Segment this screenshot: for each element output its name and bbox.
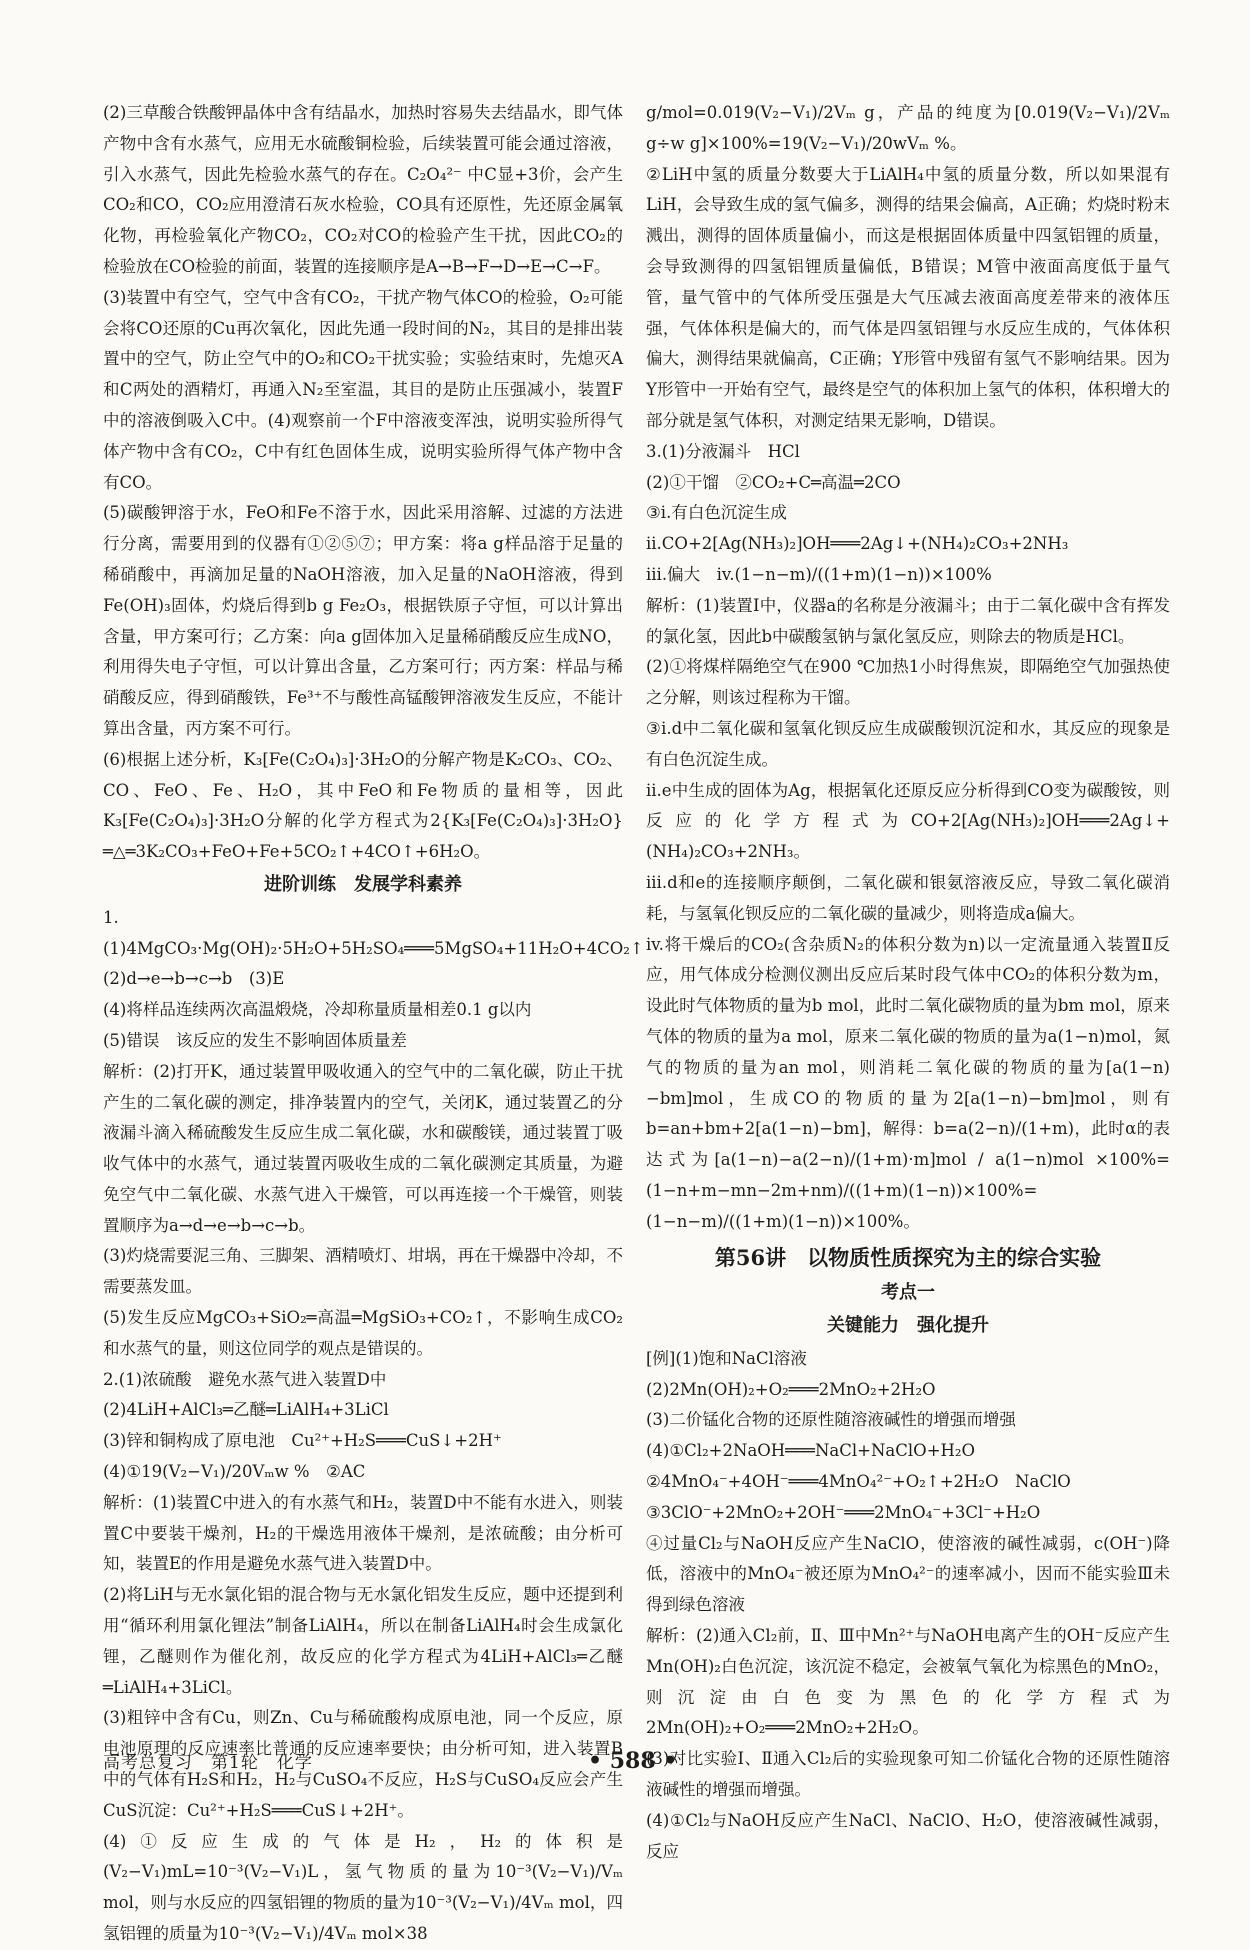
lecture-title: 第56讲 以物质性质探究为主的综合实验 (714, 1245, 1102, 1271)
explanation: (4)①反应生成的气体是H₂，H₂的体积是(V₂−V₁)mL=10⁻³(V₂−V₁)L，氢气物质的量为10⁻³(V₂−V₁)/Vₘ mol，则与水反应的四氢铝锂的物质的量为10⁻³(V₂−V₁)/4Vₘ mol，四氢铝锂的质量为10⁻³(V₂−V₁)/4Vₘ mol×38 (103, 1831, 623, 1944)
page-number: • 588 • (588, 1748, 678, 1774)
footer-series: 高考总复习 第1轮 化学 (103, 1753, 313, 1773)
answer-line: (2)2Mn(OH)₂+O₂═══2MnO₂+2H₂O (646, 1379, 936, 1399)
explanation: (3)对比实验Ⅰ、Ⅱ通入Cl₂后的实验现象可知二价锰化合物的还原性随溶液碱性的增强而增强。 (646, 1749, 1170, 1800)
explanation: 解析：(2)打开K，通过装置甲吸收通入的空气中的二氧化碳，防止干扰产生的二氧化碳的测定，排净装置内的空气，关闭K，通过装置乙的分液漏斗滴入稀硫酸发生反应生成二氧化碳，水和碳酸镁，通过装置丁吸收气体中的水蒸气，通过装置丙吸收生成的二氧化碳测定其质量，为避免空气中二氧化碳、水蒸气进入干燥管，可以再连接一个干燥管，则装置顺序为a→d→e→b→c→b。 (103, 1061, 623, 1235)
explanation: (3)粗锌中含有Cu，则Zn、Cu与稀硫酸构成原电池，同一个反应，原电池原理的反应速率比普通的反应速率要快；由分析可知，进入装置B中的气体有H₂S和H₂，H₂与CuSO₄不反应，H₂S与CuSO₄反应会产生CuS沉淀：Cu²⁺+H₂S═══CuS↓+2H⁺。 (103, 1708, 623, 1820)
explanation: 解析：(2)通入Cl₂前，Ⅱ、Ⅲ中Mn²⁺与NaOH电离产生的OH⁻反应产生Mn(OH)₂白色沉淀，该沉淀不稳定，会被氧气氧化为棕黑色的MnO₂，则沉淀由白色变为黑色的化学方程式为2Mn(OH)₂+O₂═══2MnO₂+2H₂O。 (646, 1626, 1170, 1738)
answer-line: (3)二价锰化合物的还原性随溶液碱性的增强而增强 (646, 1410, 1016, 1430)
explanation: (5)发生反应MgCO₃+SiO₂═高温═MgSiO₃+CO₂↑，不影响生成CO₂和水蒸气的量，则这位同学的观点是错误的。 (103, 1308, 623, 1358)
answer-line: ②4MnO₄⁻+4OH⁻═══4MnO₄²⁻+O₂↑+2H₂O NaClO (646, 1472, 1071, 1492)
kaodian-title: 考点一 (881, 1282, 935, 1304)
answer-line: (3)锌和铜构成了原电池 Cu²⁺+H₂S═══CuS↓+2H⁺ (103, 1431, 502, 1451)
answer-line: 3.(1)分液漏斗 HCl (646, 441, 800, 461)
answer-line: ④过量Cl₂与NaOH反应产生NaClO，使溶液的碱性减弱，c(OH⁻)降低，溶液中的MnO₄⁻被还原为MnO₄²⁻的速率减小，因而不能实验Ⅲ未得到绿色溶液 (646, 1533, 1170, 1615)
answer-line: (2)4LiH+AlCl₃═乙醚═LiAlH₄+3LiCl (103, 1400, 389, 1420)
explanation: (3)灼烧需要泥三角、三脚架、酒精喷灯、坩埚，再在干燥器中冷却，不需要蒸发皿。 (103, 1246, 623, 1297)
paragraph: g/mol=0.019(V₂−V₁)/2Vₘ g，产品的纯度为[0.019(V₂−V₁)/2Vₘ g÷w g]×100%=19(V₂−V₁)/20wVₘ %。 (646, 103, 1170, 153)
paragraph: (3)装置中有空气，空气中含有CO₂，干扰产物气体CO的检验，O₂可能会将CO还原的Cu再次氧化，因此先通一段时间的N₂，其目的是排出装置中的空气，防止空气中的O₂和CO₂干扰实验；实验结束时，先熄灭A和C两处的酒精灯，再通入N₂至室温，其目的是防止压强减小，装置F中的溶液倒吸入C中。(4)观察前一个F中溶液变浑浊，说明实验所得气体产物中含有CO₂，C中有红色固体生成，说明实验所得气体产物中含有CO。 (103, 287, 623, 492)
answer-line: iii.偏大 iv.(1−n−m)/((1+m)(1−n))×100% (646, 564, 992, 584)
paragraph: (2)三草酸合铁酸钾晶体中含有结晶水，加热时容易失去结晶水，即气体产物中含有水蒸气，应用无水硫酸铜检验，后续装置可能会通过溶液，引入水蒸气，因此先检验水蒸气的存在。C₂O₄²⁻ 中C显+3价，会产生CO₂和CO，CO₂应用澄清石灰水检验，CO具有还原性，先还原金属氧化物，再检验氧化产物CO₂，CO₂对CO的检验产生干扰，因此CO₂的检验放在CO检验的前面，装置的连接顺序是A→B→F→D→E→C→F。 (103, 103, 623, 276)
explanation: ii.e中生成的固体为Ag，根据氧化还原反应分析得到CO变为碳酸铵，则反应的化学方程式为CO+2[Ag(NH₃)₂]OH═══2Ag↓+(NH₄)₂CO₃+2NH₃。 (646, 780, 1170, 862)
right-column (646, 98, 1170, 1867)
explanation: (2)将LiH与无水氯化铝的混合物与无水氯化铝发生反应，题中还提到利用“循环利用氯化锂法”制备LiAlH₄，所以在制备LiAlH₄时会生成氯化锂，乙醚则作为催化剂，故反应的化学方程式为4LiH+AlCl₃═乙醚═LiAlH₄+3LiCl。 (103, 1585, 623, 1697)
answer-line: (2)d→e→b→c→b (3)E (103, 969, 285, 989)
answer-line: (4)将样品连续两次高温煅烧，冷却称量质量相差0.1 g以内 (103, 1000, 532, 1020)
subsection-title: 关键能力 强化提升 (827, 1315, 989, 1337)
explanation: 解析：(1)装置Ⅰ中，仪器a的名称是分液漏斗；由于二氧化碳中含有挥发的氯化氢，因此b中碳酸氢钠与氯化氢反应，则除去的物质是HCl。 (646, 595, 1170, 646)
explanation: (2)①将煤样隔绝空气在900 ℃加热1小时得焦炭，即隔绝空气加强热使之分解，则该过程称为干馏。 (646, 657, 1170, 708)
paragraph: (6)根据上述分析，K₃[Fe(C₂O₄)₃]·3H₂O的分解产物是K₂CO₃、CO₂、CO、FeO、Fe、H₂O，其中FeO和Fe物质的量相等，因此K₃[Fe(C₂O₄)₃]·3H₂O分解的化学方程式为2{K₃[Fe(C₂O₄)₃]·3H₂O}═△═3K₂CO₃+FeO+Fe+5CO₂↑+4CO↑+6H₂O。 (103, 749, 623, 862)
explanation: 解析：(1)装置C中进入的有水蒸气和H₂，装置D中不能有水进入，则装置C中要装干燥剂，H₂的干燥选用液体干燥剂，是浓硫酸；由分析可知，装置E的作用是避免水蒸气进入装置D中。 (103, 1492, 623, 1574)
answer-line: (4)①Cl₂+2NaOH═══NaCl+NaClO+H₂O (646, 1441, 976, 1461)
answer-line: ③i.有白色沉淀生成 (646, 503, 787, 523)
section-title: 进阶训练 发展学科素养 (264, 873, 462, 895)
explanation: iii.d和e的连接顺序颠倒，二氧化碳和银氨溶液反应，导致二氧化碳消耗，与氢氧化钡反应的二氧化碳的量减少，则将造成a偏大。 (646, 872, 1170, 923)
answer-line: 2.(1)浓硫酸 避免水蒸气进入装置D中 (103, 1369, 387, 1389)
paragraph: (5)碳酸钾溶于水，FeO和Fe不溶于水，因此采用溶解、过滤的方法进行分离，需要用到的仪器有①②⑤⑦；甲方案：将a g样品溶于足量的稀硝酸中，再滴加足量的NaOH溶液，加入足量的NaOH溶液，得到Fe(OH)₃固体，灼烧后得到b g Fe₂O₃，根据铁原子守恒，可以计算出含量，甲方案可行；乙方案：向a g固体加入足量稀硝酸反应生成NO，利用得失电子守恒，可以计算出含量，乙方案可行；丙方案：样品与稀硝酸反应，得到硝酸铁，Fe³⁺不与酸性高锰酸钾溶液发生反应，不能计算出含量，丙方案不可行。 (103, 503, 623, 738)
explanation: iv.将干燥后的CO₂(含杂质N₂的体积分数为n)以一定流量通入装置Ⅱ反应，用气体成分检测仪测出反应后某时段气体中CO₂的体积分数为m，设此时气体物质的量为b mol，此时二氧化碳物质的量为bm mol，原来气体的物质的量为a mol，原来二氧化碳的物质的量为a(1−n)mol，氮气的物质的量为an mol，则消耗二氧化碳的物质的量为[a(1−n)−bm]mol，生成CO的物质的量为2[a(1−n)−bm]mol，则有b=an+bm+2[a(1−n)−bm]，解得：b=a(2−n)/(1+m)，此时α的表达式为[a(1−n)−a(2−n)/(1+m)·m]mol / a(1−n)mol ×100%=(1−n+m−mn−2m+nm)/((1+m)(1−n))×100%=(1−n−m)/((1+m)(1−n))×100%。 (646, 934, 1170, 1231)
answer-line: (5)错误 该反应的发生不影响固体质量差 (103, 1030, 407, 1050)
paragraph: ②LiH中氢的质量分数要大于LiAlH₄中氢的质量分数，所以如果混有LiH，会导致生成的氢气偏多，测得的结果会偏高，A正确；灼烧时粉末溅出，测得的固体质量偏小，而这是根据固体质量中四氢铝锂的质量，会导致测得的四氢铝锂质量偏低，B错误；M管中液面高度低于量气管，量气管中的气体所受压强是大气压减去液面高度差带来的液体压强，气体体积是偏大的，而气体是四氢铝锂与水反应生成的，气体体积偏大，测得结果就偏高，C正确；Y形管中残留有氢气不影响结果。因为Y形管中一开始有空气，最终是空气的体积加上氢气的体积，体积增大的部分就是氢气体积，对测定结果无影响，D错误。 (646, 164, 1170, 430)
answer-line: (2)①干馏 ②CO₂+C═高温═2CO (646, 472, 901, 492)
answer-line: (4)①19(V₂−V₁)/20Vₘw % ②AC (103, 1462, 366, 1482)
answer-line: [例](1)饱和NaCl溶液 (646, 1348, 807, 1368)
explanation: ③i.d中二氧化碳和氢氧化钡反应生成碳酸钡沉淀和水，其反应的现象是有白色沉淀生成。 (646, 718, 1170, 769)
answer-line: ii.CO+2[Ag(NH₃)₂]OH═══2Ag↓+(NH₄)₂CO₃+2NH₃ (646, 534, 1069, 554)
answer-line: ③3ClO⁻+2MnO₂+2OH⁻═══2MnO₄⁻+3Cl⁻+H₂O (646, 1502, 1041, 1522)
explanation: (4)①Cl₂与NaOH反应产生NaCl、NaClO、H₂O，使溶液碱性减弱，反应 (646, 1810, 1170, 1861)
answer-line: 1.(1)4MgCO₃·Mg(OH)₂·5H₂O+5H₂SO₄═══5MgSO₄+11H₂O+4CO₂↑ (103, 907, 644, 958)
